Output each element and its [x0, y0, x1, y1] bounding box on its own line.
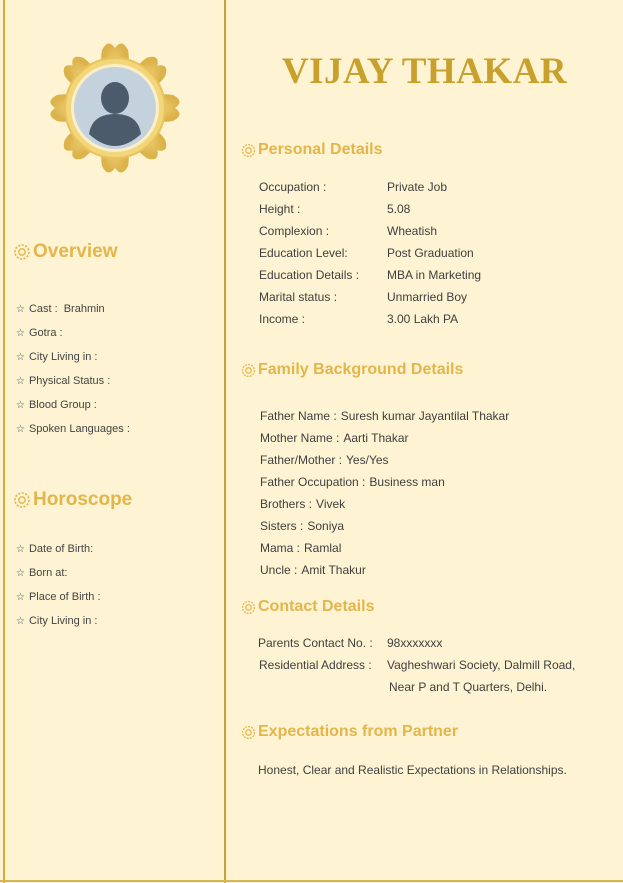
detail-value: Wheatish: [387, 224, 438, 238]
list-item: [16, 543, 99, 555]
detail-label: Marital status :: [259, 290, 338, 304]
residential-address-line2: Near P and T Quarters, Delhi.: [389, 680, 548, 694]
detail-row: [260, 497, 345, 511]
list-item-value: Brahmin: [63, 303, 105, 315]
gear-icon: [12, 242, 32, 262]
detail-row: [259, 268, 482, 282]
contact-details-heading: Contact Details: [240, 598, 374, 616]
detail-value: Business man: [369, 475, 445, 489]
detail-label: Mother Name :: [260, 431, 340, 445]
detail-value: MBA in Marketing: [387, 268, 482, 282]
detail-label: Complexion :: [259, 224, 330, 238]
detail-value: Amit Thakur: [301, 563, 366, 577]
detail-value: 3.00 Lakh PA: [387, 312, 459, 326]
gear-icon: [240, 362, 257, 379]
detail-value: Unmarried Boy: [387, 290, 468, 304]
bottom-border: [0, 880, 623, 882]
star-icon: ☆: [16, 400, 25, 411]
detail-value: Private Job: [387, 180, 448, 194]
list-item: [16, 591, 107, 603]
detail-value: Ramlal: [304, 541, 342, 555]
gear-icon: [240, 142, 257, 159]
expectations-heading: Expectations from Partner: [240, 723, 458, 741]
gear-icon: [240, 599, 257, 616]
detail-row: [259, 312, 459, 326]
gear-icon: [12, 490, 32, 510]
family-background-heading: Family Background Details: [240, 361, 463, 379]
detail-value: Post Graduation: [387, 246, 474, 260]
detail-row: [259, 290, 468, 304]
star-icon: ☆: [16, 568, 25, 579]
detail-label: Father Name :: [260, 409, 337, 423]
detail-row: [260, 475, 445, 489]
detail-value: Aarti Thakar: [343, 431, 409, 445]
detail-row: [260, 519, 344, 533]
detail-label: Uncle :: [260, 563, 298, 577]
detail-value: 5.08: [387, 202, 411, 216]
detail-value: Suresh kumar Jayantilal Thakar: [340, 409, 510, 423]
star-icon: ☆: [16, 352, 25, 363]
detail-value: Soniya: [307, 519, 345, 533]
detail-row: [259, 202, 411, 216]
detail-row: [259, 224, 438, 238]
list-item: [16, 375, 116, 387]
detail-row: [259, 246, 474, 260]
residential-address-label: Residential Address :: [259, 658, 372, 672]
expectations-text: Honest, Clear and Realistic Expectations in Relationships.: [258, 763, 567, 777]
parents-contact-value: 98xxxxxxx: [387, 636, 443, 650]
star-icon: ☆: [16, 592, 25, 603]
detail-label: Education Level:: [259, 246, 348, 260]
list-item: [16, 303, 105, 315]
gear-icon: [240, 724, 257, 741]
list-item-label: Spoken Languages :: [28, 423, 130, 435]
list-item-label: Physical Status :: [28, 375, 111, 387]
detail-row: [260, 541, 341, 555]
list-item: [16, 327, 69, 339]
detail-row: [260, 409, 509, 423]
sun-mandala-emblem: [30, 28, 200, 198]
detail-row: [260, 431, 409, 445]
parents-contact-label: Parents Contact No. :: [258, 636, 373, 650]
detail-label: Education Details :: [259, 268, 360, 282]
list-item: [16, 567, 74, 579]
list-item: [16, 615, 103, 627]
detail-label: Brothers :: [260, 497, 313, 511]
detail-label: Occupation :: [259, 180, 327, 194]
detail-value: Vivek: [316, 497, 346, 511]
list-item: [16, 351, 103, 363]
overview-heading: Overview: [12, 241, 118, 263]
detail-label: Mama :: [260, 541, 301, 555]
detail-row: [259, 180, 448, 194]
star-icon: ☆: [16, 328, 25, 339]
list-item: [16, 423, 136, 435]
detail-label: Sisters :: [260, 519, 304, 533]
detail-label: Father/Mother :: [260, 453, 343, 467]
list-item-label: Place of Birth :: [28, 591, 101, 603]
star-icon: ☆: [16, 424, 25, 435]
list-item-label: Gotra :: [28, 327, 63, 339]
list-item-label: Born at:: [28, 567, 68, 579]
list-item-label: Cast :: [28, 303, 58, 315]
list-item-label: City Living in :: [28, 351, 98, 363]
list-item: [16, 399, 103, 411]
column-divider: [224, 0, 226, 883]
list-item-label: City Living in :: [28, 615, 98, 627]
horoscope-heading: Horoscope: [12, 489, 132, 511]
detail-label: Height :: [259, 202, 301, 216]
detail-label: Income :: [259, 312, 306, 326]
residential-address-line1: Vagheshwari Society, Dalmill Road,: [387, 658, 576, 672]
detail-row: [260, 453, 389, 467]
star-icon: ☆: [16, 544, 25, 555]
star-icon: ☆: [16, 304, 25, 315]
star-icon: ☆: [16, 376, 25, 387]
left-border: [3, 0, 5, 883]
detail-value: Yes/Yes: [346, 453, 389, 467]
candidate-name: VIJAY THAKAR: [281, 51, 568, 92]
personal-details-heading: Personal Details: [240, 141, 383, 159]
list-item-label: Date of Birth:: [28, 543, 94, 555]
star-icon: ☆: [16, 616, 25, 627]
detail-label: Father Occupation :: [260, 475, 366, 489]
detail-row: [260, 563, 366, 577]
list-item-label: Blood Group :: [28, 399, 97, 411]
